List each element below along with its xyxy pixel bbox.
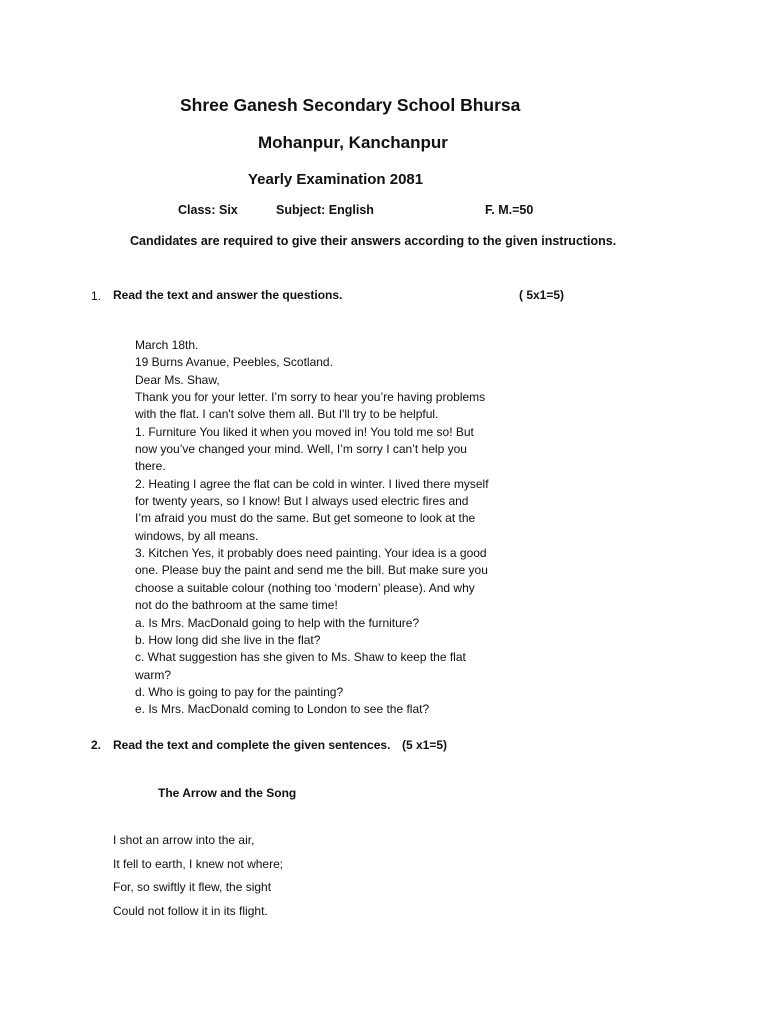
poem-line: Could not follow it in its flight. bbox=[113, 904, 268, 919]
reading-letter bbox=[135, 337, 489, 719]
letter-line: with the flat. I can't solve them all. But I'll try to be helpful. bbox=[135, 407, 439, 422]
letter-line: windows, by all means. bbox=[135, 528, 259, 543]
letter-line: 19 Burns Avanue, Peebles, Scotland. bbox=[135, 355, 333, 370]
school-address: Mohanpur, Kanchanpur bbox=[258, 133, 448, 152]
poem-line: It fell to earth, I knew not where; bbox=[113, 856, 284, 871]
letter-line: for twenty years, so I know! But I always used electric fires and bbox=[135, 494, 469, 509]
question-2-number: 2. bbox=[91, 738, 102, 752]
letter-line: now you’ve changed your mind. Well, I’m sorry I can’t help you bbox=[135, 442, 467, 457]
letter-line: 3. Kitchen Yes, it probably does need painting. Your idea is a good bbox=[135, 546, 487, 561]
subject-label: Subject: English bbox=[276, 203, 374, 217]
letter-line: c. What suggestion has she given to Ms. Shaw to keep the flat bbox=[135, 650, 466, 665]
letter-line: I’m afraid you must do the same. But get someone to look at the bbox=[135, 511, 476, 526]
question-1-marks: ( 5x1=5) bbox=[519, 288, 565, 302]
question-1-number: 1. bbox=[91, 289, 102, 303]
letter-line: one. Please buy the paint and send me the bill. But make sure you bbox=[135, 563, 488, 578]
letter-line: Dear Ms. Shaw, bbox=[135, 372, 220, 387]
instructions: Candidates are required to give their answers according to the given instructions. bbox=[130, 234, 617, 248]
class-label: Class: Six bbox=[178, 203, 238, 217]
letter-line: Thank you for your letter. I’m sorry to hear you’re having problems bbox=[135, 390, 486, 405]
letter-line: warm? bbox=[135, 667, 172, 682]
letter-line: e. Is Mrs. MacDonald coming to London to see the flat? bbox=[135, 702, 430, 717]
letter-line: choose a suitable colour (nothing too ‘modern’ please). And why bbox=[135, 580, 475, 595]
question-2-marks: (5 x1=5) bbox=[402, 738, 448, 752]
letter-line: a. Is Mrs. MacDonald going to help with the furniture? bbox=[135, 615, 420, 630]
poem-title: The Arrow and the Song bbox=[158, 786, 297, 800]
poem-line: I shot an arrow into the air, bbox=[113, 833, 255, 847]
school-name: Shree Ganesh Secondary School Bhursa bbox=[180, 95, 521, 115]
letter-line: not do the bathroom at the same time! bbox=[135, 598, 338, 613]
poem-line: For, so swiftly it flew, the sight bbox=[113, 880, 272, 895]
letter-line: 1. Furniture You liked it when you moved in! You told me so! But bbox=[135, 424, 474, 439]
letter-line: 2. Heating I agree the flat can be cold in winter. I lived there myself bbox=[135, 476, 489, 491]
exam-title: Yearly Examination 2081 bbox=[248, 171, 424, 188]
letter-line: March 18th. bbox=[135, 338, 199, 352]
question-1-prompt: Read the text and answer the questions. bbox=[113, 288, 343, 302]
letter-line: b. How long did she live in the flat? bbox=[135, 632, 321, 647]
full-marks-label: F. M.=50 bbox=[485, 203, 534, 217]
letter-line: there. bbox=[135, 459, 166, 474]
question-2-prompt: Read the text and complete the given sentences. bbox=[113, 738, 391, 752]
letter-line: d. Who is going to pay for the painting? bbox=[135, 684, 344, 699]
